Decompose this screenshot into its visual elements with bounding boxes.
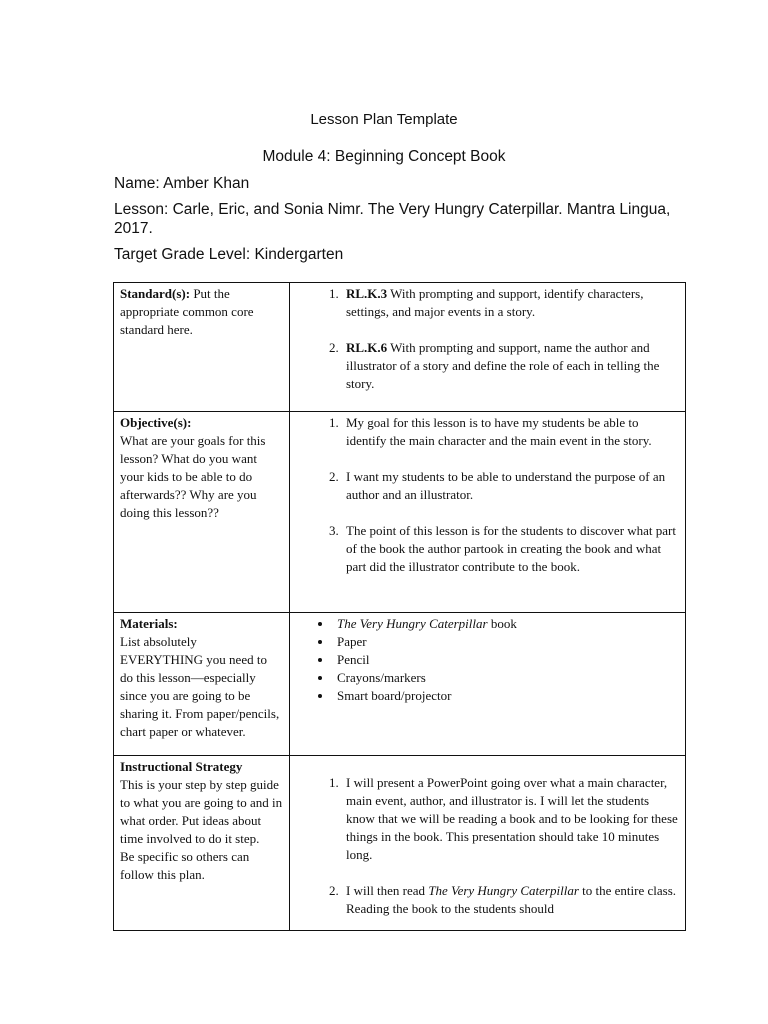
standards-heading: Standard(s): [120,286,191,301]
table-row-materials [114,613,686,756]
lesson-line: Lesson: Carle, Eric, and Sonia Nimr. The Very Hungry Caterpillar. Mantra Lingua, 2017. [114,201,671,237]
standard-code: RL.K.6 [346,340,388,355]
list-item: 2. I want my students to be able to understand the purpose of an author and an illustrator. [342,468,679,504]
strategy-heading: Instructional Strategy [120,759,243,774]
materials-prompt: List absolutely EVERYTHING you need to do this lesson—especially since you are going to be sharing it. From paper/pencils, chart paper or whatever. [120,634,280,739]
standard-text: With prompting and support, identify characters, settings, and major events in a story. [346,286,644,319]
table-row-objectives [114,412,686,613]
book-title: The Very Hungry Caterpillar [337,616,488,631]
list-item [333,615,679,633]
standards-content-cell [290,283,686,412]
strategy-item-suffix: to the entire class. Reading the book to the students should [346,883,676,916]
book-suffix: book [487,616,517,631]
table-row-standards [114,283,686,412]
list-item: • Crayons/markers [333,669,679,687]
table-row-strategy [114,756,686,931]
lesson-plan-table [113,282,686,931]
standard-text: With prompting and support, name the author and illustrator of a story and define the role of each in telling the story. [346,340,660,391]
materials-content-cell [290,613,686,756]
module-title: Module 4: Beginning Concept Book [262,148,506,165]
objectives-content-cell [290,412,686,613]
list-item: 1. I will present a PowerPoint going over what a main character, main event, author, and illustrator is. I will let the students know that we will be reading a book and to be looking for these things in the book. This presentation should take 10 minutes long. [342,774,679,864]
list-item [342,339,679,393]
standard-code: RL.K.3 [346,286,388,301]
list-item: • Pencil [333,651,679,669]
materials-heading: Materials: [120,616,178,631]
strategy-prompt: This is your step by step guide to what you are going to and in what order. Put ideas about time involved to do it step. [120,777,283,846]
strategy-prompt-2: Be specific so others can follow this plan. [120,849,250,882]
objectives-heading: Objective(s): [120,415,192,430]
standards-label-cell [114,283,290,412]
objectives-prompt: What are your goals for this lesson? What do you want your kids to be able to do afterwards?? Why are you doing this lesson?? [120,433,266,520]
strategy-label-cell [114,756,290,931]
objectives-list [308,414,679,576]
list-item: • Smart board/projector [333,687,679,705]
standards-list [308,285,679,393]
objectives-label-cell [114,412,290,613]
materials-label-cell [114,613,290,756]
strategy-content-cell [290,756,686,931]
strategy-item-prefix: I will then read [346,883,429,898]
list-item: 1. My goal for this lesson is to have my students be able to identify the main character and the main event in the story. [342,414,679,450]
list-item [342,285,679,321]
list-item: • Paper [333,633,679,651]
standards-prompt: Put the appropriate common core standard here. [120,286,254,337]
name-line: Name: Amber Khan [114,175,250,192]
lesson-info [114,174,674,271]
page-title: Lesson Plan Template [310,111,458,128]
strategy-list [308,758,679,918]
book-title: The Very Hungry Caterpillar [428,883,579,898]
list-item: 3. The point of this lesson is for the students to discover what part of the book the author partook in creating the book and what part did the illustrator contribute to the book. [342,522,679,576]
materials-list [308,615,679,705]
list-item [342,882,679,918]
strategy-content-clip [308,758,679,924]
grade-line: Target Grade Level: Kindergarten [114,246,344,263]
